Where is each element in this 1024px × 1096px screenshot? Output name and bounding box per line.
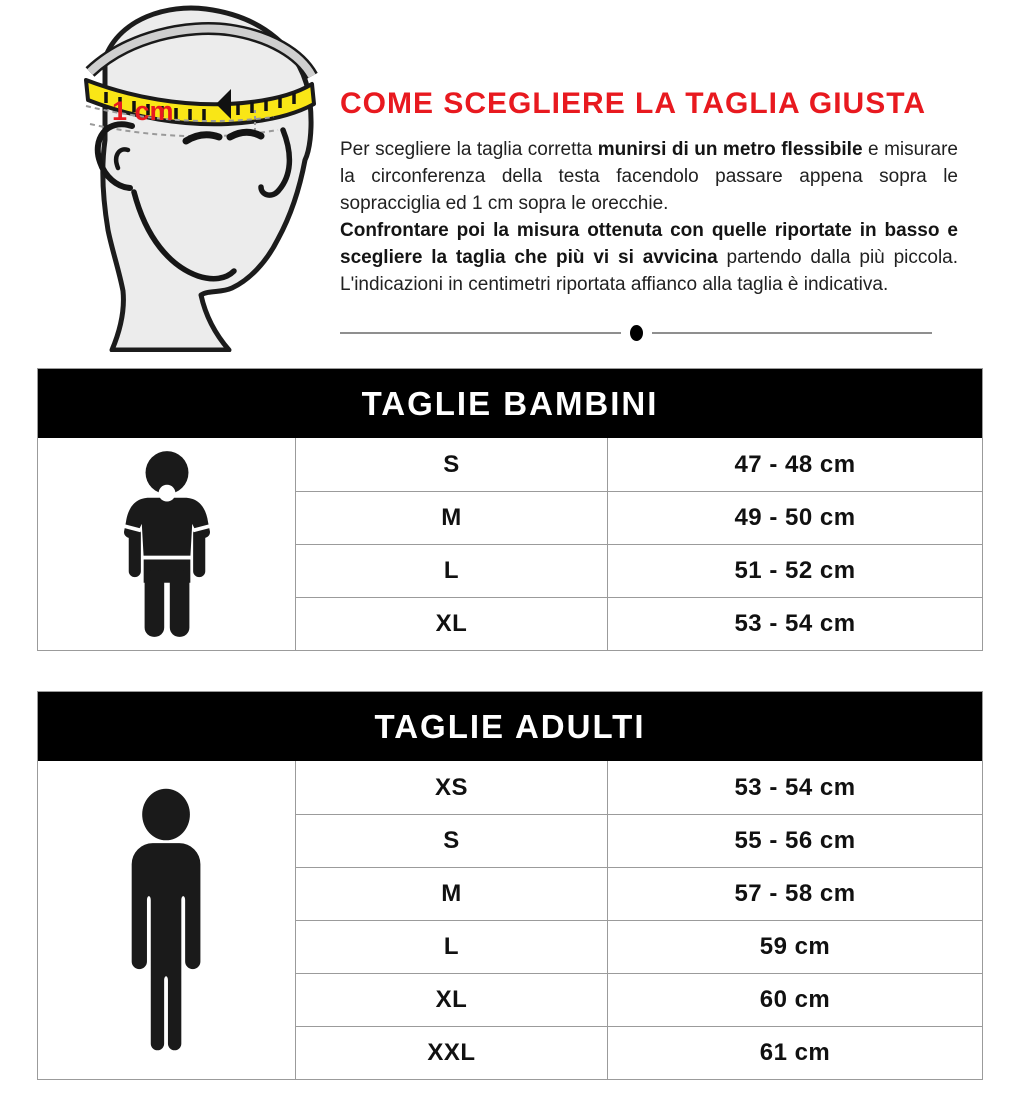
size-table-bambini (37, 368, 983, 651)
size-label: XS (296, 761, 608, 814)
measure-value: 53 - 54 cm (734, 773, 856, 801)
measure-value: 61 cm (759, 1039, 831, 1066)
size-label: XL (296, 598, 608, 650)
head-measurement-illustration (28, 0, 328, 352)
size-label: M (296, 868, 608, 920)
intro-text-bold-1: munirsi di un metro flessibile (597, 138, 863, 160)
measure-value: 47 - 48 cm (734, 450, 856, 478)
section-divider (340, 325, 932, 341)
table-row (296, 597, 982, 650)
table-row (296, 761, 982, 814)
intro-text-normal-1: Per scegliere la taglia corretta (340, 138, 598, 160)
divider-line-right (652, 332, 933, 334)
head-with-tape-icon (28, 0, 328, 352)
page-title: COME SCEGLIERE LA TAGLIA GIUSTA (340, 87, 926, 120)
head-outline (103, 8, 311, 350)
measure-value: 51 - 52 cm (734, 557, 856, 584)
measure-value: 60 cm (759, 986, 831, 1013)
child-figure-cell (38, 438, 296, 650)
adult-figure-cell (38, 761, 296, 1079)
divider-line-left (340, 332, 621, 334)
intro-paragraph (340, 136, 958, 298)
intro-text-bold-2: Confrontare poi la misura ottenuta con quelle riportate in basso e scegliere la taglia che più vi si avvicina (340, 219, 958, 268)
size-label: XXL (296, 1027, 608, 1079)
adult-icon (104, 784, 230, 1056)
size-label: S (296, 438, 608, 491)
intro-text-normal-2: e misurare la circonferenza della testa facendolo passare appena sopra le sopracciglia ed 1 cm sopra le orecchie. (340, 138, 958, 214)
measure-value: 55 - 56 cm (734, 827, 856, 854)
divider-dot (630, 325, 643, 341)
size-label: L (296, 921, 608, 973)
size-label: M (296, 492, 608, 544)
tape-measure-label: 1 cm (112, 96, 174, 126)
table-row (296, 1026, 982, 1079)
intro-section (0, 0, 1024, 352)
size-table-adulti (37, 691, 983, 1080)
table-row (296, 920, 982, 973)
size-label: L (296, 545, 608, 597)
table-row (296, 438, 982, 491)
size-label: S (296, 815, 608, 867)
intro-text-normal-3: partendo dalla più piccola. L'indicazioni in centimetri riportata affianco alla taglia è indicativa. (340, 246, 959, 295)
table-row (296, 867, 982, 920)
measure-value: 57 - 58 cm (734, 880, 856, 907)
measure-value: 59 cm (759, 933, 831, 960)
table-row (296, 491, 982, 544)
measure-value: 53 - 54 cm (734, 610, 856, 637)
table-title-bambini: TAGLIE BAMBINI (38, 369, 982, 438)
table-row (296, 544, 982, 597)
table-title-adulti: TAGLIE ADULTI (38, 692, 982, 761)
child-icon (111, 448, 223, 640)
table-row (296, 814, 982, 867)
table-row (296, 973, 982, 1026)
size-label: XL (296, 974, 608, 1026)
measure-value: 49 - 50 cm (734, 504, 856, 531)
